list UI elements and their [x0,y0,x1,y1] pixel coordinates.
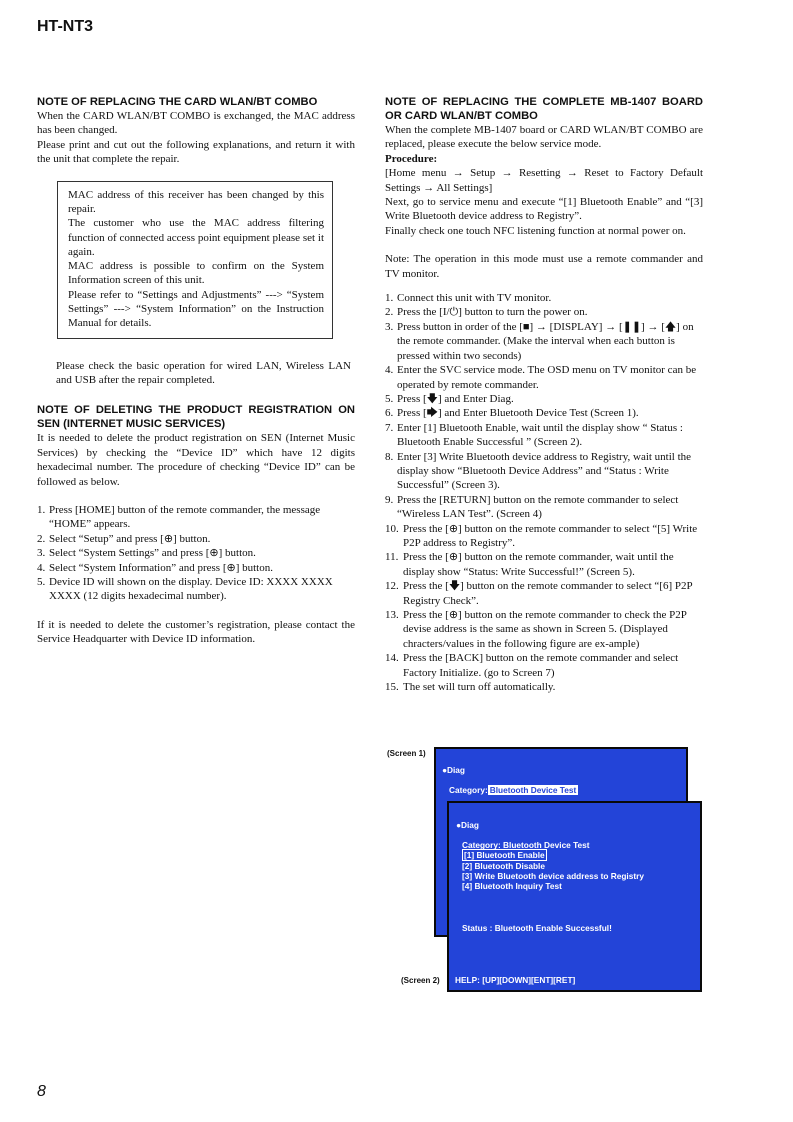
section-heading-replacing-mb1407: NOTE OF REPLACING THE COMPLETE MB-1407 BOARD OR CARD WLAN/BT COMBO [385,96,703,122]
list-item: 3. Select “System Settings” and press [⊕] button. [37,547,256,560]
paragraph: It is needed to delete the product registration on SEN (Internet Music Services) by checking the “Device ID” which have 12 digits hexadecimal number. The procedure of checking “Device ID” can be followed as below. [37,432,355,488]
list-item: 10. Press the [⊕] button on the remote commander to select “[5] Write P2P address to Registry”. [385,522,698,549]
notice-line: MAC address of this receiver has been changed by this repair. [68,188,324,215]
operation-check-note: Please check the basic operation for wired LAN, Wireless LAN and USB after the repair completed. [56,359,351,386]
section-heading-replacing-card: NOTE OF REPLACING THE CARD WLAN/BT COMBO [37,96,318,108]
screen2-item: [3] Write Bluetooth device address to Registry [462,871,644,881]
screen2-item: [2] Bluetooth Disable [462,861,545,871]
page-number: 8 [37,1083,46,1100]
notice-line: Please refer to “Settings and Adjustments” ---> “System Settings” ---> “System Information” on the Instruction Manual for details. [68,288,324,330]
right-column [385,95,703,694]
service-mode-steps [385,291,703,694]
list-item: 8. Enter [3] Write Bluetooth device address to Registry, wait until the display show “Bluetooth Device Address” and “Status : Write Successful” (Screen 3). [385,450,692,492]
list-item: 4. Enter the SVC service mode. The OSD menu on TV monitor can be operated by remote commander. [385,364,697,391]
paragraph: Finally check one touch NFC listening function at normal power on. [385,224,686,237]
list-item: 2. Select “Setup” and press [⊕] button. [37,532,211,545]
list-item: 2. Press the [I/⏻] button to turn the power on. [385,306,588,319]
list-item: 7. Enter [1] Bluetooth Enable, wait until the display show “ Status : Bluetooth Enable Successful ” (Screen 2). [385,421,683,449]
device-id-steps [37,503,355,604]
screen2-help: HELP: [UP][DOWN][ENT][RET] [455,975,576,985]
notice-line: The customer who use the MAC address filtering function of connected access point equipment please set it again. [68,217,324,258]
paragraph: Next, go to service menu and execute “[1] Bluetooth Enable” and “[3] Write Bluetooth device address to Registry”. [385,196,703,223]
screen2-title: ●Diag [456,820,479,830]
procedure-label: Procedure: [385,152,438,165]
list-item: 4. Select “System Information” and press [⊕] button. [37,561,273,574]
screen2-category: Category: Bluetooth Device Test [462,840,590,850]
paragraph: When the complete MB-1407 board or CARD WLAN/BT COMBO are replaced, please execute the below service mode. [385,124,703,151]
list-item: 5. Press [🡇] and Enter Diag. [385,392,514,405]
procedure-path: [Home menu → Setup → Resetting → Reset to Factory Default Settings → All Settings] [385,167,703,194]
screen1-category: Category: Bluetooth Device Test [449,785,577,795]
closing-paragraph: If it is needed to delete the customer’s registration, please contact the Service Headquarter with Device ID information. [37,618,355,646]
screen1-label: (Screen 1) [387,749,426,758]
screen2-item-selected: [1] Bluetooth Enable [464,850,545,860]
list-item: 11. Press the [⊕] button on the remote commander, wait until the display show “Status: Write Successful!” (Screen 5). [385,551,674,578]
section-heading-deleting-registration: NOTE OF DELETING THE PRODUCT REGISTRATION ON SEN (INTERNET MUSIC SERVICES) [37,404,355,431]
screen2-label: (Screen 2) [401,976,440,985]
paragraph: Please print and cut out the following explanations, and return it with the unit that complete the repair. [37,138,355,166]
list-item: 13. Press the [⊕] button on the remote commander to check the P2P devise address is the same as shown in Screen 5. (Displayed chracters/values in the following figure are ex-ample) [385,609,687,650]
list-item: 1. Press [HOME] button of the remote commander, the message “HOME” appears. [37,504,321,531]
list-item: 1. Connect this unit with TV monitor. [385,292,552,305]
notice-line: MAC address is possible to confirm on the System Information screen of this unit. [68,260,324,287]
list-item: 3. Press button in order of the [■] → [DISPLAY] → [❚❚] → [🡅] on the remote commander. (Make the interval when each button is pressed within two seconds) [385,320,694,362]
screen1-title: ●Diag [442,765,465,775]
paragraph: When the CARD WLAN/BT COMBO is exchanged, the MAC address has been changed. [37,110,355,137]
list-item: 12. Press the [🡇] button on the remote commander to select “[6] P2P Registry Check”. [385,580,693,607]
list-item: 5. Device ID will shown on the display. Device ID: XXXX XXXX XXXX (12 digits hexadecimal number). [37,576,333,603]
screen1-category-value: Bluetooth Device Test [489,785,577,795]
screen2-osd [447,801,702,992]
model-name: HT-NT3 [37,18,93,35]
list-item: 6. Press [🡆] and Enter Bluetooth Device Test (Screen 1). [385,407,639,420]
screen2-item: [4] Bluetooth Inquiry Test [462,881,562,891]
screen2-status: Status : Bluetooth Enable Successful! [462,923,612,933]
list-item: 14. Press the [BACK] button on the remote commander and select Factory Initialize. (go to Screen 7) [385,652,679,679]
cutout-notice-box [57,181,333,339]
list-item: 15. The set will turn off automatically. [385,681,556,694]
left-column [37,95,355,647]
list-item: 9. Press the [RETURN] button on the remote commander to select “Wireless LAN Test”. (Screen 4) [385,493,679,521]
operation-note: Note: The operation in this mode must use a remote commander and TV monitor. [385,253,703,280]
